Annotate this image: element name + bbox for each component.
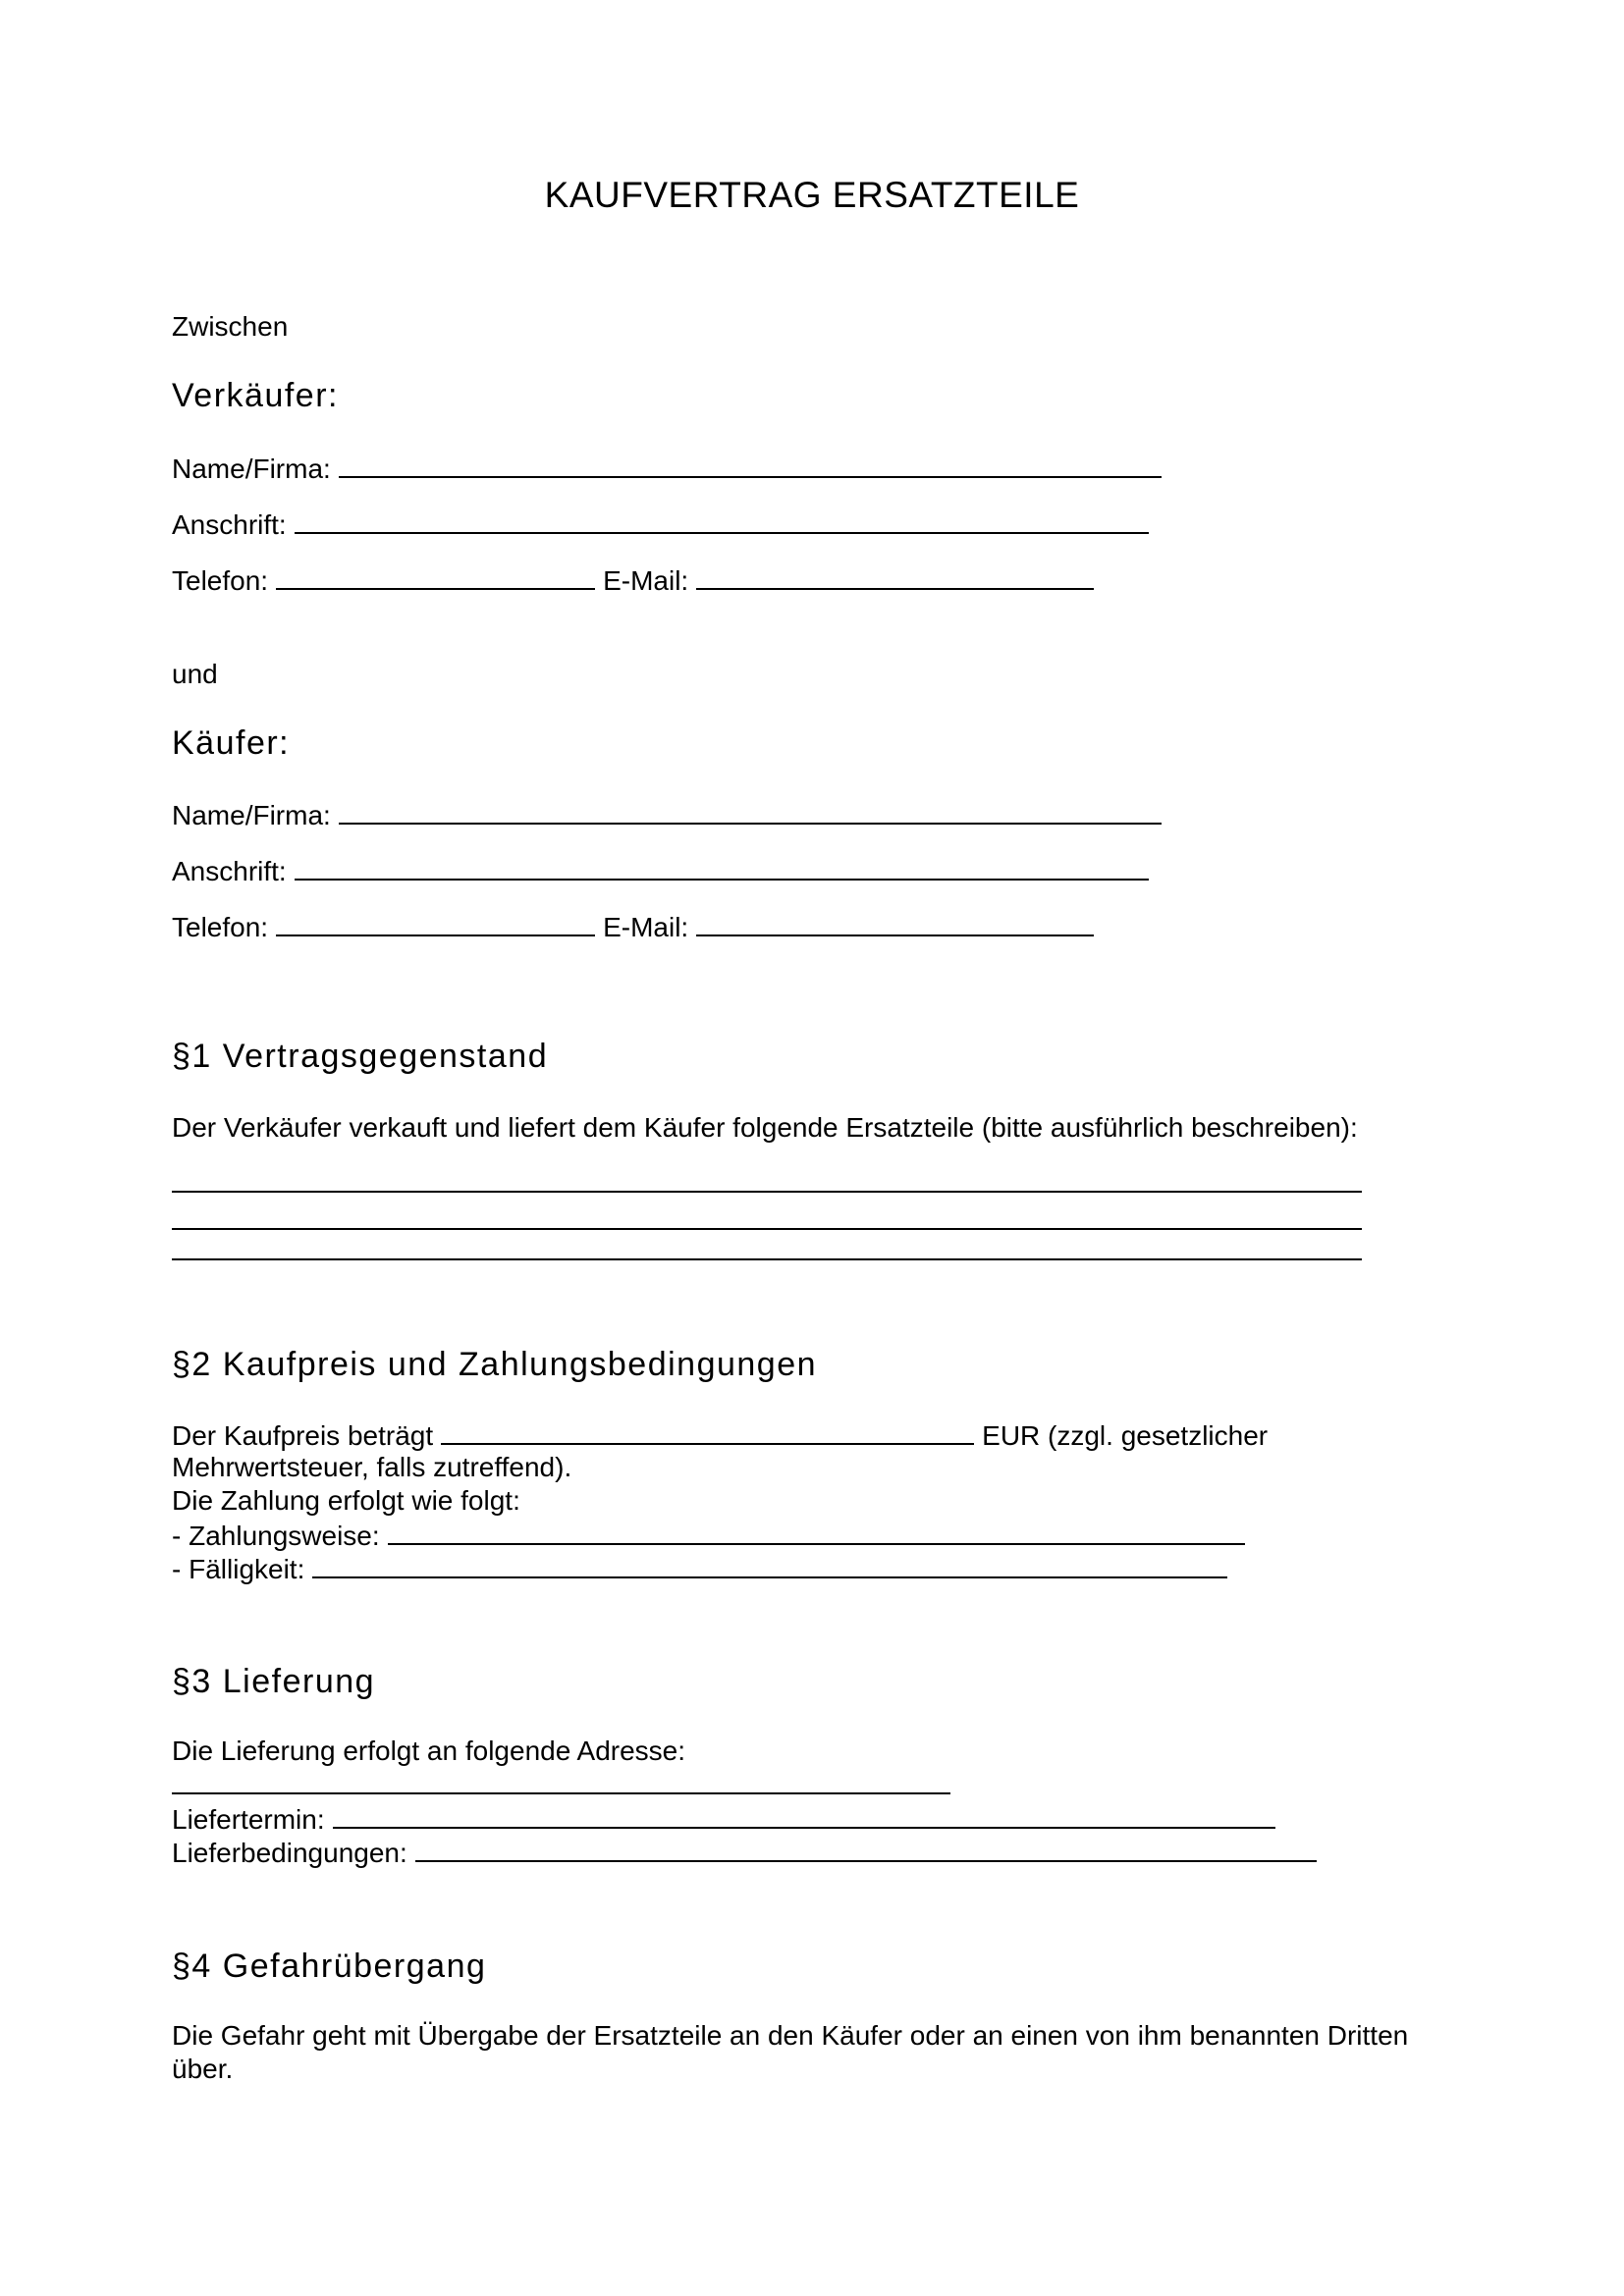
delivery-address-intro: Die Lieferung erfolgt an folgende Adresse:: [172, 1735, 686, 1766]
section-4-heading: §4 Gefahrübergang: [172, 1948, 487, 1985]
payment-method-blank[interactable]: [388, 1518, 1245, 1545]
seller-contact-field[interactable]: [172, 562, 1094, 598]
delivery-terms-field[interactable]: [172, 1835, 1317, 1870]
document-title: KAUFVERTRAG ERSATZTEILE: [544, 175, 1080, 215]
description-line-3[interactable]: [172, 1258, 1362, 1260]
section-3-heading: §3 Lieferung: [172, 1663, 376, 1700]
delivery-date-field[interactable]: [172, 1801, 1275, 1837]
price-prefix: Der Kaufpreis beträgt: [172, 1420, 434, 1451]
buyer-name-label: Name/Firma:: [172, 800, 331, 830]
due-date-field[interactable]: [172, 1551, 1227, 1586]
seller-name-label: Name/Firma:: [172, 454, 331, 484]
payment-method-label: - Zahlungsweise:: [172, 1521, 380, 1551]
delivery-address-line[interactable]: [172, 1792, 950, 1794]
payment-intro: Die Zahlung erfolgt wie folgt:: [172, 1485, 520, 1516]
seller-address-blank[interactable]: [295, 507, 1149, 534]
delivery-terms-blank[interactable]: [415, 1835, 1317, 1862]
buyer-contact-field[interactable]: [172, 909, 1094, 944]
seller-email-blank[interactable]: [696, 562, 1094, 590]
buyer-address-blank[interactable]: [295, 853, 1149, 881]
due-date-label: - Fälligkeit:: [172, 1554, 305, 1584]
buyer-address-label: Anschrift:: [172, 856, 287, 886]
description-line-2[interactable]: [172, 1228, 1362, 1230]
seller-name-blank[interactable]: [339, 451, 1162, 478]
delivery-terms-label: Lieferbedingungen:: [172, 1838, 407, 1868]
connector-text: und: [172, 659, 218, 689]
seller-email-label: E-Mail:: [603, 565, 689, 596]
seller-phone-label: Telefon:: [172, 565, 269, 596]
seller-name-field[interactable]: [172, 451, 1162, 486]
buyer-email-blank[interactable]: [696, 909, 1094, 936]
section-4-text-line-1: Die Gefahr geht mit Übergabe der Ersatzteile an den Käufer oder an einen von ihm benannten Dritten: [172, 2020, 1409, 2051]
seller-address-field[interactable]: [172, 507, 1149, 542]
intro-text: Zwischen: [172, 311, 289, 342]
description-line-1[interactable]: [172, 1191, 1362, 1193]
buyer-name-field[interactable]: [172, 797, 1162, 832]
seller-phone-blank[interactable]: [276, 562, 595, 590]
buyer-email-label: E-Mail:: [603, 912, 689, 942]
section-4-text-line-2: über.: [172, 2054, 234, 2084]
buyer-phone-label: Telefon:: [172, 912, 269, 942]
price-line-2: Mehrwertsteuer, falls zutreffend).: [172, 1452, 572, 1482]
section-1-text: Der Verkäufer verkauft und liefert dem Käufer folgende Ersatzteile (bitte ausführlich beschreiben):: [172, 1112, 1358, 1143]
price-blank[interactable]: [441, 1417, 974, 1445]
section-2-heading: §2 Kaufpreis und Zahlungsbedingungen: [172, 1346, 818, 1383]
seller-heading: Verkäufer:: [172, 377, 339, 414]
buyer-address-field[interactable]: [172, 853, 1149, 888]
due-date-blank[interactable]: [312, 1551, 1227, 1578]
buyer-name-blank[interactable]: [339, 797, 1162, 825]
delivery-date-blank[interactable]: [333, 1801, 1275, 1829]
payment-method-field[interactable]: [172, 1518, 1245, 1553]
buyer-phone-blank[interactable]: [276, 909, 595, 936]
price-suffix: EUR (zzgl. gesetzlicher: [982, 1420, 1269, 1451]
delivery-date-label: Liefertermin:: [172, 1804, 325, 1835]
price-field[interactable]: [172, 1417, 1268, 1453]
seller-address-label: Anschrift:: [172, 509, 287, 540]
buyer-heading: Käufer:: [172, 724, 291, 762]
section-1-heading: §1 Vertragsgegenstand: [172, 1038, 549, 1075]
